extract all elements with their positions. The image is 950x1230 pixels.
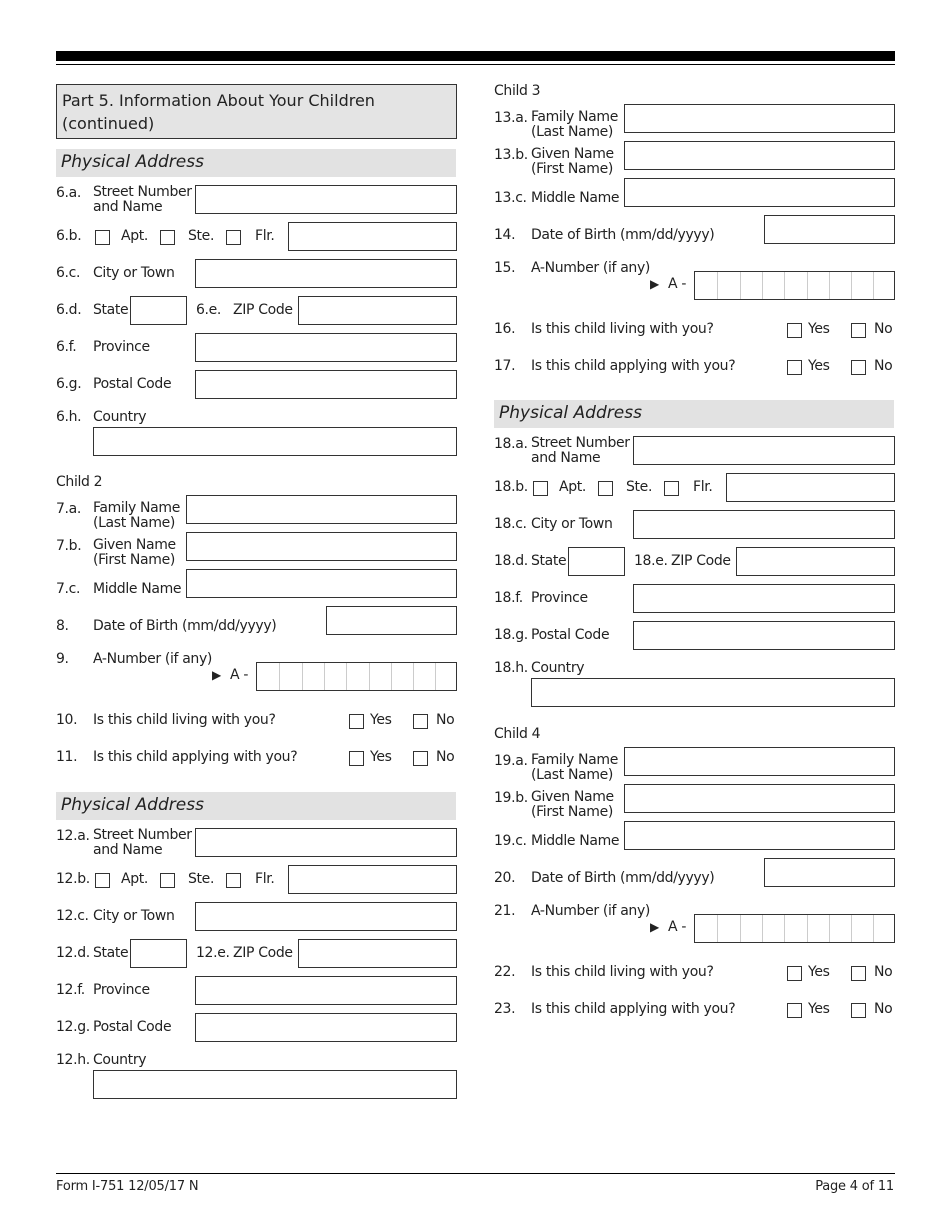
child-4-living-no-checkbox[interactable] (851, 966, 866, 981)
child-3-arrow-icon: ▶ (650, 277, 659, 291)
addr-18-state-input[interactable] (568, 547, 625, 576)
child-3-anum-divider (762, 272, 763, 299)
child-4-given-label-line1: Given Name (531, 789, 614, 805)
child-2-anum-divider (324, 663, 325, 690)
addr-12-zip-num: 12.e. (196, 945, 230, 961)
part-header (56, 84, 457, 139)
child-4-applying-no-label: No (874, 1001, 893, 1017)
addr-18-state-num: 18.d. (494, 553, 528, 569)
child-2-given-input[interactable] (186, 532, 457, 561)
child-3-applying-num: 17. (494, 358, 516, 374)
child-4-family-input[interactable] (624, 747, 895, 776)
child-4-family-num: 19.a. (494, 753, 528, 769)
addr-12-flr-checkbox[interactable] (226, 873, 241, 888)
addr-6-state-input[interactable] (130, 296, 187, 325)
child-3-anum-input[interactable] (694, 271, 895, 300)
child-4-dob-input[interactable] (764, 858, 895, 887)
addr-12-section-title: Physical Address (56, 792, 456, 820)
child-3-family-label (531, 110, 618, 140)
child-2-anum-label: A-Number (if any) (93, 651, 212, 667)
addr-6-street-label-line2: and Name (93, 199, 163, 215)
addr-18-street-label-line1: Street Number (531, 435, 630, 451)
addr-12-state-label: State (93, 945, 129, 961)
addr-6-country-label: Country (93, 409, 147, 425)
addr-12-province-num: 12.f. (56, 982, 85, 998)
child-4-anum-num: 21. (494, 903, 516, 919)
child-3-anum-divider (873, 272, 874, 299)
child-4-living-label: Is this child living with you? (531, 964, 714, 980)
child-4-family-label-line1: Family Name (531, 752, 618, 768)
child-4-a-prefix: A - (668, 919, 687, 935)
addr-12-country-input[interactable] (93, 1070, 457, 1099)
child-3-a-prefix: A - (668, 276, 687, 292)
addr-12-ste-checkbox[interactable] (160, 873, 175, 888)
addr-18-street-num: 18.a. (494, 436, 528, 452)
child-4-anum-divider (829, 915, 830, 942)
addr-18-postal-label: Postal Code (531, 627, 610, 643)
addr-12-postal-label: Postal Code (93, 1019, 172, 1035)
child-3-applying-yes-label: Yes (808, 358, 830, 374)
addr-18-street-label (531, 436, 630, 466)
addr-6-street-num: 6.a. (56, 185, 81, 201)
addr-6-street-label-line1: Street Number (93, 184, 192, 200)
addr-18-ste-label: Ste. (626, 479, 653, 495)
child-4-anum-divider (717, 915, 718, 942)
addr-18-zip-num: 18.e. (634, 553, 668, 569)
child-4-given-num: 19.b. (494, 790, 528, 806)
child-3-title: Child 3 (494, 83, 541, 99)
addr-12-unit-input[interactable] (288, 865, 457, 894)
child-2-family-input[interactable] (186, 495, 457, 524)
child-4-living-num: 22. (494, 964, 516, 980)
addr-6-state-label: State (93, 302, 129, 318)
addr-12-postal-input[interactable] (195, 1013, 457, 1042)
addr-6-province-input[interactable] (195, 333, 457, 362)
child-3-living-no-label: No (874, 321, 893, 337)
child-2-middle-label: Middle Name (93, 581, 182, 597)
child-3-family-num: 13.a. (494, 110, 528, 126)
child-2-dob-input[interactable] (326, 606, 457, 635)
child-3-anum-divider (807, 272, 808, 299)
child-4-applying-yes-label: Yes (808, 1001, 830, 1017)
page-number: Page 4 of 11 (815, 1179, 894, 1194)
child-4-anum-divider (873, 915, 874, 942)
child-3-given-label-line1: Given Name (531, 146, 614, 162)
child-4-applying-yes-checkbox[interactable] (787, 1003, 802, 1018)
child-4-middle-num: 19.c. (494, 833, 527, 849)
child-3-living-label: Is this child living with you? (531, 321, 714, 337)
child-2-dob-num: 8. (56, 618, 69, 634)
child-2-anum-divider (302, 663, 303, 690)
addr-18-unit-input[interactable] (726, 473, 895, 502)
child-4-family-label-line2: (Last Name) (531, 767, 613, 783)
child-2-a-prefix: A - (230, 667, 249, 683)
child-2-anum-divider (391, 663, 392, 690)
top-rule-thin (56, 64, 895, 65)
addr-18-zip-input[interactable] (736, 547, 895, 576)
addr-18-country-num: 18.h. (494, 660, 528, 676)
child-2-arrow-icon: ▶ (212, 668, 221, 682)
addr-12-street-label (93, 828, 192, 858)
child-2-title: Child 2 (56, 474, 103, 490)
addr-12-city-num: 12.c. (56, 908, 89, 924)
child-4-applying-label: Is this child applying with you? (531, 1001, 736, 1017)
addr-12-city-label: City or Town (93, 908, 175, 924)
child-2-living-no-label: No (436, 712, 455, 728)
child-3-family-label-line1: Family Name (531, 109, 618, 125)
child-4-arrow-icon: ▶ (650, 920, 659, 934)
child-4-applying-num: 23. (494, 1001, 516, 1017)
part-title: Part 5. Information About Your Children (62, 91, 375, 110)
addr-12-state-num: 12.d. (56, 945, 90, 961)
addr-18-flr-checkbox[interactable] (664, 481, 679, 496)
addr-18-province-input[interactable] (633, 584, 895, 613)
addr-6-ste-label: Ste. (188, 228, 215, 244)
child-4-title: Child 4 (494, 726, 541, 742)
addr-6-country-num: 6.h. (56, 409, 82, 425)
child-4-living-no-label: No (874, 964, 893, 980)
child-3-given-label-line2: (First Name) (531, 161, 613, 177)
child-3-anum-divider (829, 272, 830, 299)
child-3-living-yes-label: Yes (808, 321, 830, 337)
child-3-middle-input[interactable] (624, 178, 895, 207)
child-4-middle-label: Middle Name (531, 833, 620, 849)
child-4-living-yes-label: Yes (808, 964, 830, 980)
child-4-dob-label: Date of Birth (mm/dd/yyyy) (531, 870, 715, 886)
child-2-given-num: 7.b. (56, 538, 82, 554)
addr-18-apt-label: Apt. (559, 479, 587, 495)
form-id: Form I-751 12/05/17 N (56, 1179, 199, 1194)
addr-12-country-num: 12.h. (56, 1052, 90, 1068)
addr-6-apt-checkbox[interactable] (95, 230, 110, 245)
child-3-applying-no-label: No (874, 358, 893, 374)
addr-18-street-input[interactable] (633, 436, 895, 465)
addr-12-country-label: Country (93, 1052, 147, 1068)
addr-18-province-num: 18.f. (494, 590, 523, 606)
child-2-family-label-line1: Family Name (93, 500, 180, 516)
addr-12-street-label-line2: and Name (93, 842, 163, 858)
addr-18-zip-label: ZIP Code (671, 553, 731, 569)
child-2-living-no-checkbox[interactable] (413, 714, 428, 729)
addr-12-flr-label: Flr. (255, 871, 275, 887)
child-3-family-input[interactable] (624, 104, 895, 133)
child-4-applying-no-checkbox[interactable] (851, 1003, 866, 1018)
child-2-anum-divider (369, 663, 370, 690)
addr-12-zip-label: ZIP Code (233, 945, 293, 961)
child-4-anum-input[interactable] (694, 914, 895, 943)
addr-6-postal-label: Postal Code (93, 376, 172, 392)
child-3-anum-label: A-Number (if any) (531, 260, 650, 276)
child-4-anum-label: A-Number (if any) (531, 903, 650, 919)
child-2-applying-no-label: No (436, 749, 455, 765)
part-subtitle: (continued) (62, 114, 155, 133)
addr-18-country-input[interactable] (531, 678, 895, 707)
addr-18-country-label: Country (531, 660, 585, 676)
addr-6-unit-num: 6.b. (56, 228, 82, 244)
addr-6-state-num: 6.d. (56, 302, 82, 318)
child-4-anum-divider (740, 915, 741, 942)
addr-18-province-label: Province (531, 590, 588, 606)
addr-6-postal-num: 6.g. (56, 376, 82, 392)
child-2-anum-divider (346, 663, 347, 690)
addr-6-section-title: Physical Address (56, 149, 456, 177)
addr-12-street-input[interactable] (195, 828, 457, 857)
addr-6-zip-num: 6.e. (196, 302, 222, 318)
addr-6-postal-input[interactable] (195, 370, 457, 399)
addr-18-postal-num: 18.g. (494, 627, 528, 643)
child-3-anum-divider (717, 272, 718, 299)
child-3-living-yes-checkbox[interactable] (787, 323, 802, 338)
child-3-dob-input[interactable] (764, 215, 895, 244)
child-3-anum-divider (740, 272, 741, 299)
addr-18-postal-input[interactable] (633, 621, 895, 650)
addr-12-province-label: Province (93, 982, 150, 998)
child-2-living-yes-checkbox[interactable] (349, 714, 364, 729)
addr-12-apt-label: Apt. (121, 871, 149, 887)
addr-6-country-input[interactable] (93, 427, 457, 456)
addr-12-city-input[interactable] (195, 902, 457, 931)
top-rule (56, 51, 895, 61)
addr-18-flr-label: Flr. (693, 479, 713, 495)
addr-18-city-label: City or Town (531, 516, 613, 532)
child-2-family-label-line2: (Last Name) (93, 515, 175, 531)
addr-6-street-input[interactable] (195, 185, 457, 214)
child-3-given-num: 13.b. (494, 147, 528, 163)
child-2-applying-num: 11. (56, 749, 78, 765)
addr-12-street-label-line1: Street Number (93, 827, 192, 843)
addr-12-unit-num: 12.b. (56, 871, 90, 887)
child-3-living-num: 16. (494, 321, 516, 337)
addr-6-city-input[interactable] (195, 259, 457, 288)
child-3-given-label (531, 147, 614, 177)
child-4-anum-divider (851, 915, 852, 942)
addr-6-ste-checkbox[interactable] (160, 230, 175, 245)
addr-18-street-label-line2: and Name (531, 450, 601, 466)
child-4-dob-num: 20. (494, 870, 516, 886)
child-4-family-label (531, 753, 618, 783)
child-2-middle-num: 7.c. (56, 581, 81, 597)
addr-12-street-num: 12.a. (56, 828, 90, 844)
addr-18-city-num: 18.c. (494, 516, 527, 532)
child-4-anum-divider (784, 915, 785, 942)
child-2-living-label: Is this child living with you? (93, 712, 276, 728)
child-2-living-yes-label: Yes (370, 712, 392, 728)
child-3-anum-divider (851, 272, 852, 299)
child-2-family-num: 7.a. (56, 501, 81, 517)
child-2-anum-input[interactable] (256, 662, 457, 691)
child-3-dob-num: 14. (494, 227, 516, 243)
child-3-dob-label: Date of Birth (mm/dd/yyyy) (531, 227, 715, 243)
addr-18-apt-checkbox[interactable] (533, 481, 548, 496)
child-3-middle-num: 13.c. (494, 190, 527, 206)
addr-6-city-num: 6.c. (56, 265, 81, 281)
addr-6-zip-input[interactable] (298, 296, 457, 325)
addr-6-apt-label: Apt. (121, 228, 149, 244)
child-2-applying-yes-label: Yes (370, 749, 392, 765)
addr-6-flr-checkbox[interactable] (226, 230, 241, 245)
addr-12-province-input[interactable] (195, 976, 457, 1005)
child-4-anum-divider (807, 915, 808, 942)
child-3-applying-label: Is this child applying with you? (531, 358, 736, 374)
addr-12-zip-input[interactable] (298, 939, 457, 968)
addr-12-postal-num: 12.g. (56, 1019, 90, 1035)
addr-18-ste-checkbox[interactable] (598, 481, 613, 496)
child-4-anum-divider (762, 915, 763, 942)
child-2-family-label (93, 501, 180, 531)
child-4-given-input[interactable] (624, 784, 895, 813)
addr-6-flr-label: Flr. (255, 228, 275, 244)
addr-18-unit-num: 18.b. (494, 479, 528, 495)
addr-6-unit-input[interactable] (288, 222, 457, 251)
addr-12-ste-label: Ste. (188, 871, 215, 887)
child-4-given-label (531, 790, 614, 820)
addr-12-apt-checkbox[interactable] (95, 873, 110, 888)
child-3-family-label-line2: (Last Name) (531, 124, 613, 140)
child-2-living-num: 10. (56, 712, 78, 728)
footer-rule (56, 1173, 895, 1174)
child-2-anum-num: 9. (56, 651, 69, 667)
addr-18-state-label: State (531, 553, 567, 569)
child-3-anum-num: 15. (494, 260, 516, 276)
addr-18-section-title: Physical Address (494, 400, 894, 428)
child-2-anum-divider (435, 663, 436, 690)
child-2-middle-input[interactable] (186, 569, 457, 598)
addr-18-city-input[interactable] (633, 510, 895, 539)
child-2-anum-divider (413, 663, 414, 690)
child-3-applying-yes-checkbox[interactable] (787, 360, 802, 375)
child-2-given-label-line1: Given Name (93, 537, 176, 553)
child-2-given-label (93, 538, 176, 568)
child-3-given-input[interactable] (624, 141, 895, 170)
child-2-dob-label: Date of Birth (mm/dd/yyyy) (93, 618, 277, 634)
addr-6-province-num: 6.f. (56, 339, 77, 355)
child-2-given-label-line2: (First Name) (93, 552, 175, 568)
child-2-applying-label: Is this child applying with you? (93, 749, 298, 765)
child-4-given-label-line2: (First Name) (531, 804, 613, 820)
child-2-anum-divider (279, 663, 280, 690)
addr-6-province-label: Province (93, 339, 150, 355)
child-4-living-yes-checkbox[interactable] (787, 966, 802, 981)
child-3-anum-divider (784, 272, 785, 299)
child-4-middle-input[interactable] (624, 821, 895, 850)
addr-6-zip-label: ZIP Code (233, 302, 293, 318)
child-3-living-no-checkbox[interactable] (851, 323, 866, 338)
child-2-applying-yes-checkbox[interactable] (349, 751, 364, 766)
addr-12-state-input[interactable] (130, 939, 187, 968)
child-3-applying-no-checkbox[interactable] (851, 360, 866, 375)
child-3-middle-label: Middle Name (531, 190, 620, 206)
child-2-applying-no-checkbox[interactable] (413, 751, 428, 766)
addr-6-city-label: City or Town (93, 265, 175, 281)
addr-6-street-label (93, 185, 192, 215)
